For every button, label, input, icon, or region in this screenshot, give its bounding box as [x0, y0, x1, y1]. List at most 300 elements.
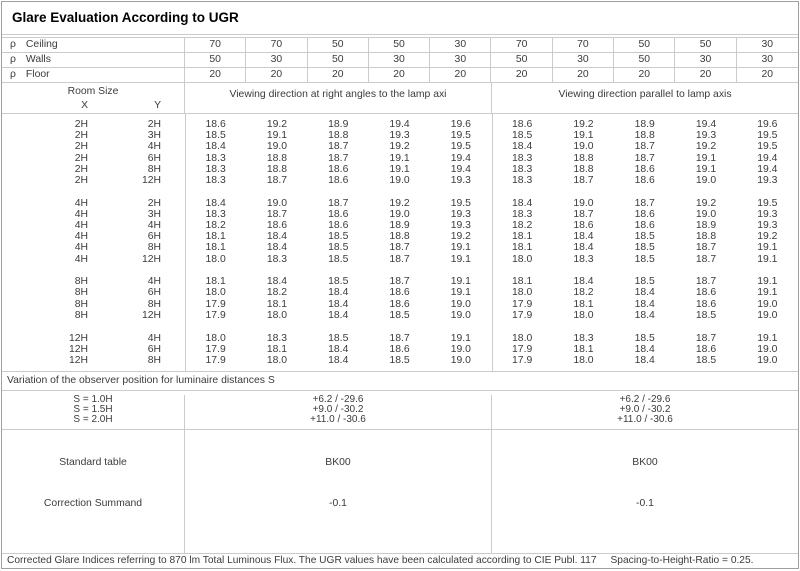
reflectance-value-cell: 30	[737, 37, 798, 52]
ugr-value-cell: 18.7	[328, 152, 349, 164]
reflectance-value-cell: 50	[675, 37, 736, 52]
rho-symbol: ρ	[10, 39, 16, 50]
reflectance-row	[2, 67, 798, 82]
ugr-value-cell: 18.6	[328, 220, 349, 231]
ugr-value-cell: 18.4	[573, 242, 594, 254]
room-x-cell: 4H	[74, 242, 88, 254]
ugr-value-cell: 19.3	[757, 220, 778, 231]
ugr-value-cell: 18.4	[634, 287, 655, 299]
ugr-value-cell: 18.4	[634, 343, 655, 355]
ugr-value-cell: 18.6	[266, 220, 288, 231]
ugr-value-cell: 19.0	[450, 343, 471, 355]
ugr-value-cell: 18.0	[512, 287, 533, 299]
ugr-row	[2, 175, 798, 186]
room-x-cell: 4H	[74, 231, 88, 243]
ugr-value-cell: 19.2	[573, 119, 594, 130]
ugr-value-cell: 18.3	[512, 174, 533, 186]
ugr-value-cell: 18.3	[512, 163, 533, 175]
ugr-value-cell: 18.4	[573, 231, 594, 243]
s-value: +11.0 / -30.6	[617, 414, 673, 425]
ugr-value-cell: 19.2	[389, 197, 410, 209]
reflectance-value-cell: 50	[308, 37, 369, 52]
ugr-row	[2, 299, 798, 310]
ugr-row	[2, 153, 798, 164]
ugr-value-cell: 18.1	[512, 231, 533, 243]
ugr-value-cell: 18.8	[266, 152, 288, 164]
ugr-value-cell: 18.1	[205, 231, 226, 243]
reflectance-value-cell: 20	[491, 67, 552, 82]
ugr-value-cell: 19.4	[450, 152, 471, 164]
ugr-value-cell: 18.4	[634, 309, 655, 321]
ugr-value-cell: 19.0	[573, 197, 594, 209]
room-x-cell: 4H	[74, 253, 88, 265]
room-x-cell: 4H	[74, 197, 88, 209]
ugr-value-cell: 18.6	[695, 343, 717, 355]
ugr-value-cell: 19.1	[573, 130, 594, 142]
room-y-cell: 8H	[147, 354, 161, 366]
glare-evaluation-sheet	[1, 1, 799, 569]
ugr-value-cell: 19.3	[757, 208, 778, 220]
ugr-value-cell: 18.6	[512, 119, 533, 130]
ugr-value-cell: 19.3	[757, 174, 778, 186]
ugr-value-cell: 18.6	[634, 174, 655, 186]
ugr-value-cell: 19.5	[757, 130, 778, 142]
ugr-value-cell: 19.4	[757, 152, 778, 164]
ugr-value-cell: 18.0	[512, 253, 533, 265]
reflectance-value-cell: 30	[737, 52, 798, 67]
section-divider	[492, 114, 493, 371]
ugr-value-cell: 18.6	[389, 343, 410, 355]
reflectance-table	[2, 37, 798, 83]
ugr-value-cell: 18.7	[389, 276, 410, 288]
ugr-value-cell: 18.7	[266, 174, 288, 186]
ugr-value-cell: 18.3	[266, 332, 288, 344]
ugr-value-cell: 19.6	[450, 119, 471, 130]
ugr-value-cell: 19.0	[695, 208, 717, 220]
group-spacer	[2, 186, 798, 198]
ugr-value-cell: 18.4	[205, 141, 226, 153]
ugr-value-cell: 19.2	[389, 141, 410, 153]
ugr-value-cell: 19.0	[757, 309, 778, 321]
correction-summand-value: -0.1	[329, 498, 347, 509]
ugr-value-cell: 18.1	[573, 343, 594, 355]
ugr-value-cell: 18.5	[695, 309, 717, 321]
ugr-value-cell: 18.8	[266, 163, 288, 175]
summary-left-cell	[185, 430, 492, 553]
standard-table-label: Standard table	[59, 457, 127, 468]
ugr-value-cell: 19.3	[389, 130, 410, 142]
ugr-value-cell: 18.5	[512, 130, 533, 142]
room-x-cell: 8H	[74, 276, 88, 288]
ugr-value-cell: 17.9	[205, 354, 226, 366]
ugr-value-cell: 18.5	[634, 332, 655, 344]
ugr-value-cell: 17.9	[512, 309, 533, 321]
room-y-cell: 4H	[147, 220, 161, 231]
ugr-value-cell: 18.5	[328, 276, 349, 288]
ugr-value-cell: 18.3	[512, 152, 533, 164]
ugr-value-cell: 17.9	[205, 298, 226, 310]
ugr-value-cell: 19.0	[573, 141, 594, 153]
correction-summand-value: -0.1	[636, 498, 654, 509]
rho-symbol: ρ	[10, 54, 16, 65]
room-y-cell: 3H	[147, 208, 161, 220]
ugr-value-cell: 19.1	[757, 332, 778, 344]
ugr-row	[2, 141, 798, 152]
ugr-value-cell: 18.4	[266, 242, 288, 254]
s-value: +9.0 / -30.2	[619, 404, 671, 415]
ugr-value-cell: 18.0	[205, 287, 226, 299]
ugr-value-cell: 19.0	[757, 298, 778, 310]
ugr-row	[2, 242, 798, 253]
reflectance-row	[2, 52, 798, 67]
reflectance-value-cell: 50	[308, 52, 369, 67]
left-section-header: Viewing direction at right angles to the lamp axi	[185, 83, 492, 113]
ugr-value-cell: 18.4	[573, 276, 594, 288]
ugr-value-cell: 18.0	[512, 332, 533, 344]
ugr-row	[2, 130, 798, 141]
ugr-value-cell: 18.0	[205, 332, 226, 344]
ugr-table-header	[2, 83, 798, 114]
ugr-value-cell: 18.1	[205, 276, 226, 288]
ugr-value-cell: 18.2	[573, 287, 594, 299]
ugr-value-cell: 18.6	[634, 208, 655, 220]
reflectance-value-cell: 30	[246, 52, 307, 67]
ugr-value-cell: 19.2	[266, 119, 288, 130]
ugr-value-cell: 19.1	[757, 242, 778, 254]
footer-text: Corrected Glare Indices referring to 870 lm Total Luminous Flux. The UGR values have been calculated according to CIE Publ. 117	[7, 555, 597, 566]
ugr-value-cell: 18.4	[266, 276, 288, 288]
room-y-cell: 4H	[147, 141, 161, 153]
ugr-value-cell: 18.7	[634, 197, 655, 209]
ugr-value-cell: 18.5	[634, 276, 655, 288]
ugr-values-table	[2, 114, 798, 372]
ugr-value-cell: 18.3	[573, 253, 594, 265]
room-y-cell: 6H	[147, 231, 161, 243]
ugr-value-cell: 18.7	[266, 208, 288, 220]
ugr-value-cell: 18.1	[512, 276, 533, 288]
ugr-value-cell: 18.5	[389, 354, 410, 366]
room-y-cell: 2H	[147, 197, 161, 209]
ugr-row	[2, 287, 798, 298]
ugr-value-cell: 18.9	[389, 220, 410, 231]
room-y-cell: 6H	[147, 343, 161, 355]
room-x-cell: 2H	[74, 130, 88, 142]
room-y-cell: 12H	[141, 309, 161, 321]
reflectance-value-cell: 50	[614, 37, 675, 52]
standard-table-value: BK00	[632, 457, 658, 468]
ugr-value-cell: 18.1	[205, 242, 226, 254]
right-section-header: Viewing direction parallel to lamp axis	[558, 89, 732, 100]
correction-summand-label: Correction Summand	[43, 498, 143, 509]
ugr-value-cell: 19.3	[695, 130, 717, 142]
ugr-value-cell: 19.3	[450, 220, 471, 231]
ugr-row	[2, 231, 798, 242]
room-x-cell: 2H	[74, 163, 88, 175]
ugr-value-cell: 17.9	[205, 309, 226, 321]
ugr-value-cell: 18.9	[695, 220, 717, 231]
ugr-value-cell: 18.3	[205, 174, 226, 186]
ugr-value-cell: 18.8	[634, 130, 655, 142]
reflectance-value-cell: 30	[430, 52, 491, 67]
ugr-value-cell: 19.1	[757, 253, 778, 265]
ugr-value-cell: 19.1	[450, 253, 471, 265]
ugr-row	[2, 310, 798, 321]
ugr-value-cell: 18.6	[695, 298, 717, 310]
ugr-value-cell: 18.4	[328, 343, 349, 355]
room-x-cell: 12H	[68, 343, 88, 355]
ugr-value-cell: 19.1	[450, 332, 471, 344]
column-divider	[185, 114, 186, 371]
ugr-value-cell: 18.4	[266, 231, 288, 243]
ugr-value-cell: 18.8	[573, 163, 594, 175]
reflectance-value-cell: 70	[246, 37, 307, 52]
ugr-value-cell: 19.0	[757, 343, 778, 355]
ugr-value-cell: 18.7	[695, 332, 717, 344]
ugr-value-cell: 18.0	[573, 354, 594, 366]
ugr-value-cell: 19.0	[389, 208, 410, 220]
spacing-height-ratio: Spacing-to-Height-Ratio = 0.25.	[610, 555, 754, 566]
ugr-value-cell: 18.1	[266, 298, 288, 310]
ugr-row	[2, 164, 798, 175]
summary-table	[2, 430, 798, 553]
ugr-value-cell: 18.1	[266, 343, 288, 355]
s-value: +11.0 / -30.6	[310, 414, 366, 425]
room-x-cell: 2H	[74, 152, 88, 164]
ugr-value-cell: 19.1	[389, 163, 410, 175]
ugr-value-cell: 18.8	[389, 231, 410, 243]
ugr-value-cell: 18.7	[634, 141, 655, 153]
reflectance-value-cell: 20	[553, 67, 614, 82]
ugr-value-cell: 19.0	[266, 197, 288, 209]
reflectance-value-cell: 20	[614, 67, 675, 82]
ugr-value-cell: 18.6	[328, 163, 349, 175]
ugr-value-cell: 18.4	[328, 287, 349, 299]
ugr-value-cell: 18.3	[266, 253, 288, 265]
x-column-header: X	[81, 100, 88, 111]
reflectance-label-cell	[2, 67, 185, 82]
reflectance-value-cell: 30	[430, 37, 491, 52]
room-x-cell: 4H	[74, 220, 88, 231]
ugr-value-cell: 18.4	[634, 298, 655, 310]
reflectance-value-cell: 30	[675, 52, 736, 67]
ugr-value-cell: 18.0	[266, 309, 288, 321]
ugr-value-cell: 18.8	[695, 231, 717, 243]
ugr-value-cell: 18.3	[205, 163, 226, 175]
ugr-row	[2, 209, 798, 220]
ugr-value-cell: 19.2	[695, 197, 717, 209]
ugr-value-cell: 18.5	[634, 231, 655, 243]
room-x-cell: 8H	[74, 287, 88, 299]
ugr-value-cell: 19.5	[450, 197, 471, 209]
room-y-cell: 4H	[147, 276, 161, 288]
ugr-value-cell: 18.7	[328, 197, 349, 209]
ugr-value-cell: 18.5	[328, 231, 349, 243]
ugr-value-cell: 19.0	[757, 354, 778, 366]
reflectance-value-cell: 20	[185, 67, 246, 82]
s-value: +6.2 / -29.6	[619, 394, 671, 405]
reflectance-value-cell: 20	[308, 67, 369, 82]
ugr-value-cell: 19.3	[450, 174, 471, 186]
ugr-value-cell: 19.2	[757, 231, 778, 243]
ugr-value-cell: 18.5	[695, 354, 717, 366]
reflectance-row	[2, 37, 798, 52]
reflectance-value-cell: 20	[246, 67, 307, 82]
ugr-value-cell: 19.0	[450, 298, 471, 310]
ugr-value-cell: 18.2	[205, 220, 226, 231]
room-y-cell: 6H	[147, 152, 161, 164]
s-label: S = 2.0H	[73, 414, 113, 425]
y-column-header: Y	[154, 100, 161, 111]
ugr-value-cell: 18.3	[573, 332, 594, 344]
rho-symbol: ρ	[10, 69, 16, 80]
ugr-value-cell: 18.6	[634, 220, 655, 231]
reflectance-value-cell: 70	[491, 37, 552, 52]
ugr-value-cell: 19.0	[695, 174, 717, 186]
ugr-value-cell: 18.3	[512, 208, 533, 220]
ugr-value-cell: 17.9	[512, 354, 533, 366]
room-y-cell: 12H	[141, 174, 161, 186]
ugr-value-cell: 18.4	[205, 197, 226, 209]
ugr-value-cell: 18.6	[328, 208, 349, 220]
room-x-cell: 12H	[68, 332, 88, 344]
ugr-value-cell: 19.0	[450, 309, 471, 321]
ugr-value-cell: 18.4	[328, 309, 349, 321]
room-y-cell: 12H	[141, 253, 161, 265]
ugr-value-cell: 19.3	[450, 208, 471, 220]
ugr-value-cell: 19.0	[266, 141, 288, 153]
ugr-value-cell: 18.2	[266, 287, 288, 299]
ugr-value-cell: 18.3	[205, 152, 226, 164]
xy-header	[2, 100, 184, 112]
reflectance-value-cell: 20	[675, 67, 736, 82]
ugr-value-cell: 17.9	[512, 298, 533, 310]
ugr-value-cell: 18.1	[573, 298, 594, 310]
ugr-value-cell: 18.5	[205, 130, 226, 142]
reflectance-value-cell: 20	[737, 67, 798, 82]
ugr-value-cell: 18.7	[695, 253, 717, 265]
ugr-value-cell: 18.7	[328, 141, 349, 153]
ugr-value-cell: 19.5	[757, 197, 778, 209]
reflectance-value-cell: 30	[369, 52, 430, 67]
ugr-value-cell: 18.9	[634, 119, 655, 130]
ugr-row	[2, 198, 798, 209]
ugr-value-cell: 18.6	[695, 287, 717, 299]
ugr-value-cell: 18.2	[512, 220, 533, 231]
room-size-label: Room Size	[67, 86, 119, 97]
ugr-value-cell: 17.9	[512, 343, 533, 355]
ugr-value-cell: 18.5	[328, 242, 349, 254]
reflectance-label-cell	[2, 37, 185, 52]
ugr-value-cell: 19.2	[695, 141, 717, 153]
reflectance-label-cell	[2, 52, 185, 67]
room-x-cell: 4H	[74, 208, 88, 220]
reflectance-surface-label: Floor	[25, 69, 50, 80]
s-labels-cell	[2, 395, 185, 429]
ugr-value-cell: 17.9	[205, 343, 226, 355]
ugr-value-cell: 19.1	[757, 287, 778, 299]
room-x-cell: 2H	[74, 119, 88, 130]
reflectance-value-cell: 50	[491, 52, 552, 67]
ugr-value-cell: 18.7	[573, 174, 594, 186]
room-x-cell: 12H	[68, 354, 88, 366]
footer-note	[2, 553, 798, 568]
ugr-value-cell: 18.6	[573, 220, 594, 231]
room-y-cell: 2H	[147, 119, 161, 130]
reflectance-value-cell: 50	[185, 52, 246, 67]
observer-variation-table	[2, 391, 798, 430]
room-y-cell: 4H	[147, 332, 161, 344]
ugr-value-cell: 18.1	[512, 242, 533, 254]
ugr-value-cell: 19.5	[450, 141, 471, 153]
ugr-value-cell: 19.5	[450, 130, 471, 142]
ugr-value-cell: 18.6	[389, 287, 410, 299]
ugr-value-cell: 19.1	[389, 152, 410, 164]
ugr-value-cell: 19.5	[757, 141, 778, 153]
reflectance-value-cell: 50	[369, 37, 430, 52]
standard-table-value: BK00	[325, 457, 351, 468]
room-y-cell: 3H	[147, 130, 161, 142]
room-size-header	[2, 83, 185, 113]
reflectance-value-cell: 70	[185, 37, 246, 52]
room-x-cell: 2H	[74, 141, 88, 153]
ugr-row	[2, 355, 798, 366]
ugr-row	[2, 333, 798, 344]
room-y-cell: 8H	[147, 242, 161, 254]
reflectance-value-cell: 30	[553, 52, 614, 67]
ugr-value-cell: 19.1	[450, 276, 471, 288]
ugr-value-cell: 18.7	[389, 332, 410, 344]
ugr-value-cell: 19.1	[695, 163, 717, 175]
ugr-value-cell: 18.5	[634, 253, 655, 265]
room-x-cell: 2H	[74, 174, 88, 186]
ugr-value-cell: 18.5	[328, 253, 349, 265]
ugr-value-cell: 19.1	[695, 152, 717, 164]
ugr-row	[2, 220, 798, 231]
variation-section-title: Variation of the observer position for luminaire distances S	[2, 372, 798, 391]
room-x-cell: 8H	[74, 298, 88, 310]
ugr-value-cell: 19.4	[757, 163, 778, 175]
ugr-value-cell: 18.6	[389, 298, 410, 310]
s-label: S = 1.0H	[73, 394, 113, 405]
reflectance-value-cell: 20	[430, 67, 491, 82]
ugr-value-cell: 19.1	[757, 276, 778, 288]
room-y-cell: 6H	[147, 287, 161, 299]
s-value: +6.2 / -29.6	[312, 394, 364, 405]
ugr-value-cell: 19.2	[450, 231, 471, 243]
ugr-value-cell: 18.6	[328, 174, 349, 186]
group-spacer	[2, 321, 798, 333]
ugr-value-cell: 19.4	[695, 119, 717, 130]
reflectance-value-cell: 70	[553, 37, 614, 52]
summary-right-cell	[492, 430, 798, 553]
ugr-value-cell: 18.7	[695, 276, 717, 288]
ugr-value-cell: 18.8	[328, 130, 349, 142]
ugr-value-cell: 18.3	[205, 208, 226, 220]
reflectance-surface-label: Ceiling	[25, 39, 58, 50]
ugr-value-cell: 19.1	[450, 242, 471, 254]
ugr-value-cell: 19.4	[450, 163, 471, 175]
ugr-value-cell: 18.0	[205, 253, 226, 265]
group-spacer	[2, 265, 798, 277]
room-y-cell: 8H	[147, 163, 161, 175]
ugr-row	[2, 276, 798, 287]
ugr-value-cell: 18.0	[266, 354, 288, 366]
ugr-value-cell: 18.5	[634, 242, 655, 254]
ugr-value-cell: 18.4	[328, 298, 349, 310]
ugr-value-cell: 19.0	[450, 354, 471, 366]
ugr-value-cell: 18.7	[573, 208, 594, 220]
ugr-value-cell: 18.0	[573, 309, 594, 321]
